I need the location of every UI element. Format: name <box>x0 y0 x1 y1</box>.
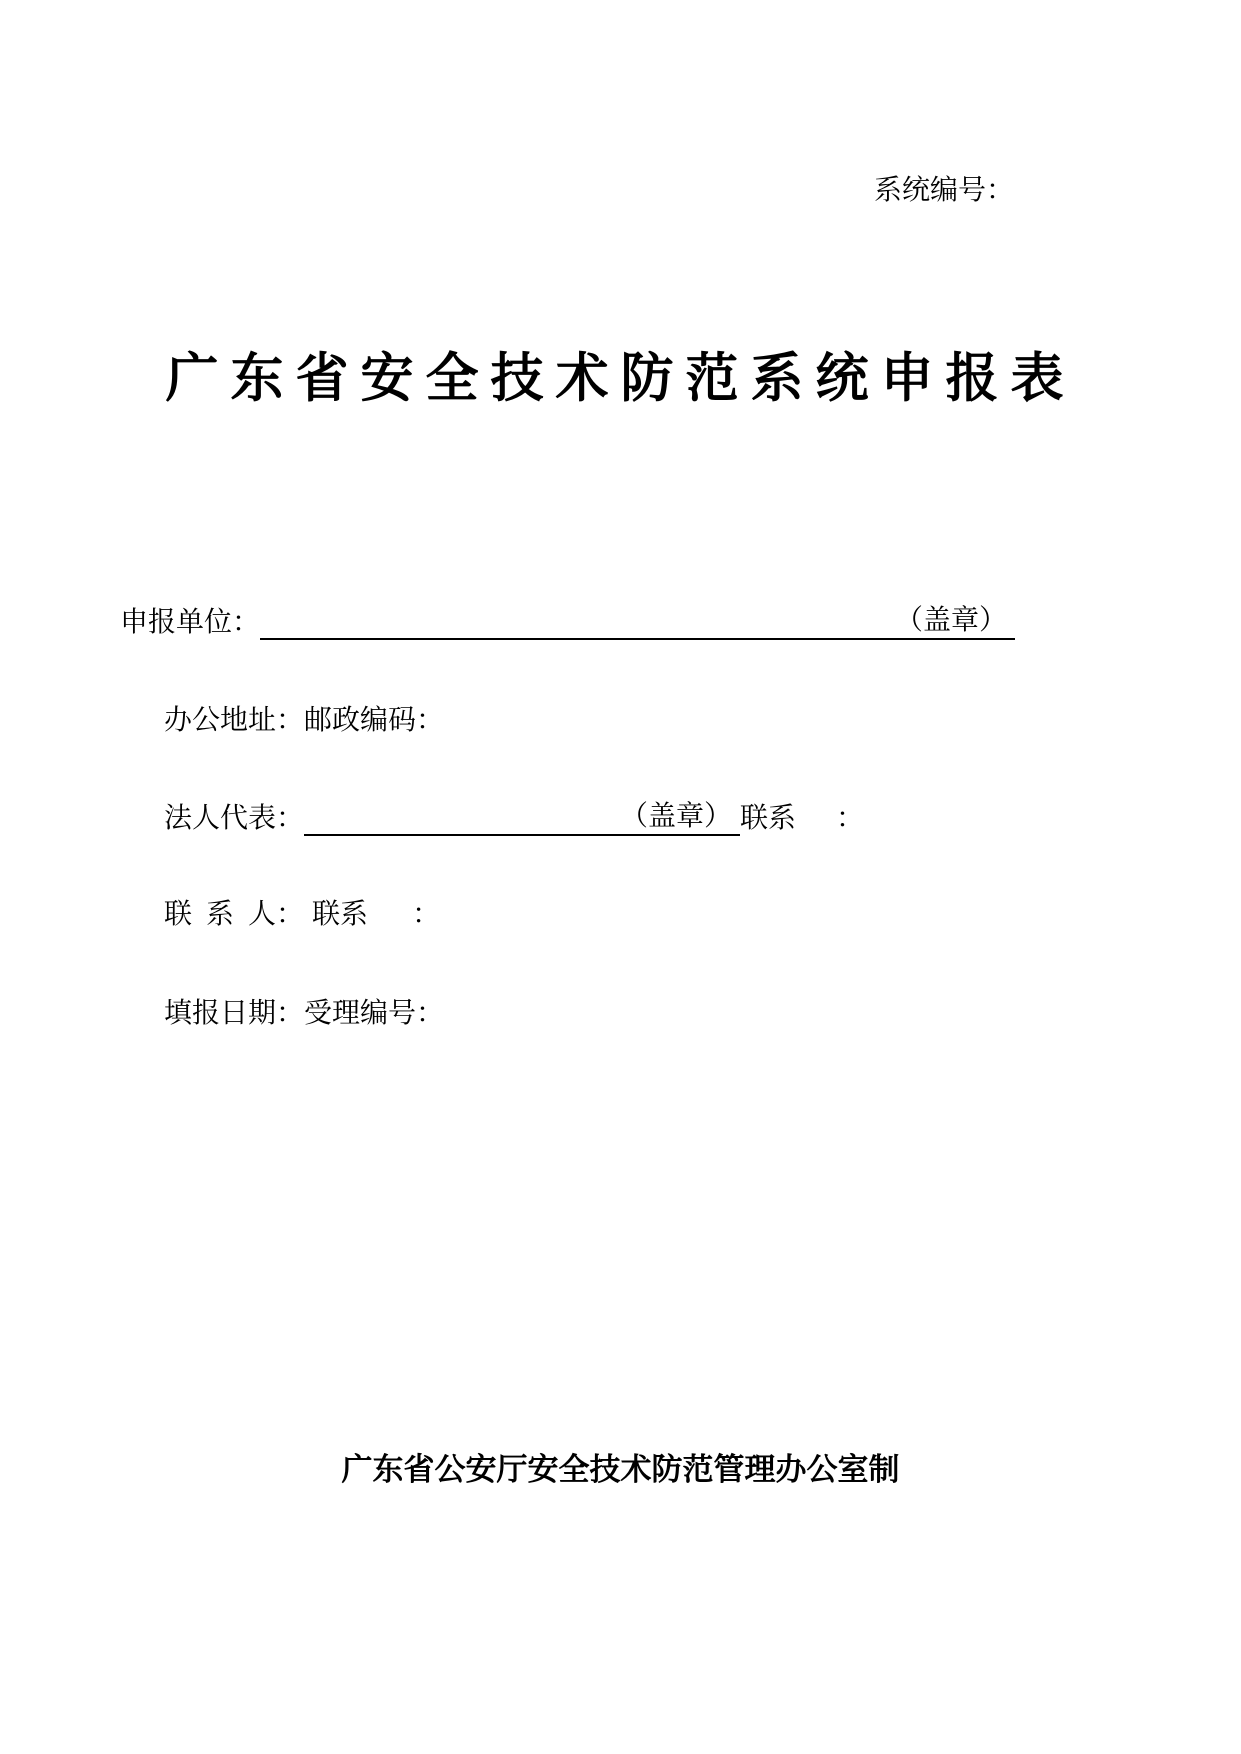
contact-person-label-char-3: 人： <box>248 897 305 930</box>
contact-person-contact-colon: ： <box>412 897 441 930</box>
contact-person-contact-label: 联系 <box>312 897 369 930</box>
contact-person-row <box>164 896 440 932</box>
office-address-row <box>164 702 444 738</box>
applicant-row <box>120 602 1015 640</box>
legal-rep-contact-colon: ： <box>836 801 865 834</box>
applicant-field[interactable] <box>260 602 1015 640</box>
office-address-label: 办公地址： <box>164 703 305 736</box>
applicant-label: 申报单位： <box>120 605 261 638</box>
acceptance-number-label: 受理编号： <box>304 996 445 1029</box>
fill-date-row <box>164 995 444 1031</box>
legal-representative-row <box>164 798 864 836</box>
legal-rep-contact-label: 联系 <box>740 801 797 834</box>
contact-person-label-char-2: 系 <box>206 897 235 930</box>
legal-rep-stamp-note: （盖章） <box>620 799 733 832</box>
system-number-label: 系统编号： <box>874 173 1015 206</box>
legal-rep-field[interactable] <box>304 798 740 836</box>
postal-code-label: 邮政编码： <box>304 703 445 736</box>
contact-person-label-char-1: 联 <box>164 897 193 930</box>
issuing-office: 广东省公安厅安全技术防范管理办公室制 <box>341 1452 900 1488</box>
legal-rep-label: 法人代表： <box>164 801 305 834</box>
applicant-stamp-note: （盖章） <box>895 603 1008 636</box>
fill-date-label: 填报日期： <box>164 996 305 1029</box>
page-title: 广东省安全技术防范系统申报表 <box>165 348 1076 409</box>
